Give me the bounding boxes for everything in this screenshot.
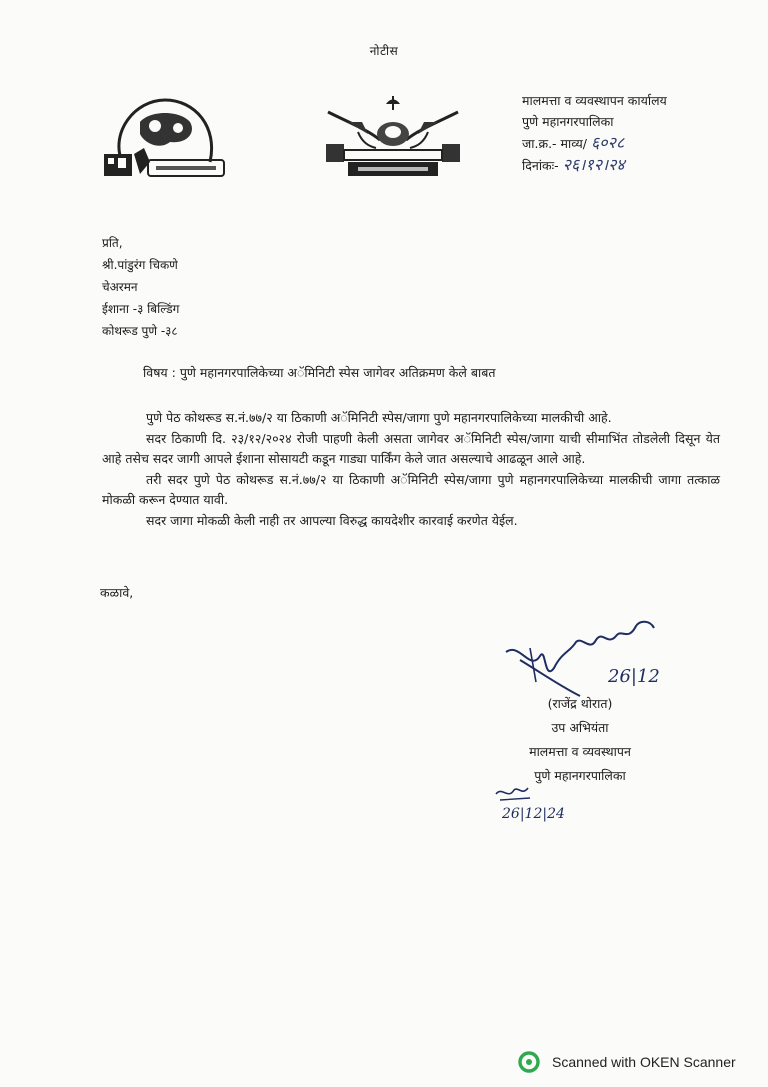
reference-label: जा.क्र.- माव्य/ [522,136,587,151]
date-value: २६।१२।२४ [562,155,625,174]
notice-title: नोटीस [369,44,399,58]
date-line [522,154,667,176]
scanner-text: Scanned with OKEN Scanner [552,1054,736,1070]
recipient-building: ईशाना -३ बिल्डिंग [102,302,180,316]
received-note [490,782,600,826]
paragraph-4: सदर जागा मोकळी केली नाही तर आपल्या विरुद्ध कायदेशीर कारवाई करणेत येईल. [146,513,518,528]
closing-line: कळावे, [100,585,134,600]
reference-line [522,132,667,154]
paragraph-2: सदर ठिकाणी दि. २३/१२/२०२४ रोजी पाहणी केली असता जागेवर अॅमिनिटी स्पेस/जागा याची सीमाभिंत तोडलेली दिसून येत आहे तसेच सदर जागी आपले ईशाना सोसायटी कडून गाड्या पार्किंग केले जात असल्याचे आढळून आले आहे. [102,431,720,466]
recipient-block [102,232,179,342]
received-date: 26|12|24 [502,806,565,822]
signatory-org: पुणे महानगरपालिका [534,768,626,783]
reference-number: ६०२८ [590,133,625,152]
recipient-prefix: प्रति, [102,236,123,250]
recipient-title: चेअरमन [102,280,138,294]
signature-scribble [500,612,680,702]
office-header [522,90,667,176]
office-name: मालमत्ता व व्यवस्थापन कार्यालय [522,93,667,108]
pmc-center-emblem [318,92,468,182]
subject-line: विषय : पुणे महानगरपालिकेच्या अॅमिनिटी स्पेस जागेवर अतिक्रमण केले बाबत [143,365,496,380]
paragraph-3: तरी सदर पुणे पेठ कोथरूड स.नं.७७/२ या ठिकाणी अॅमिनिटी स्पेस/जागा पुणे महानगरपालिकेच्या मालकीची जागा तत्काळ मोकळी करून देण्यात यावी. [102,472,720,507]
recipient-address: कोथरूड पुणे -३८ [102,324,178,338]
office-org: पुणे महानगरपालिका [522,114,614,129]
oken-logo-icon [518,1051,540,1073]
signatory-block [500,692,660,788]
signatory-department: मालमत्ता व व्यवस्थापन [529,744,631,759]
date-label: दिनांकः- [522,158,559,173]
pmc-left-logo [100,92,230,182]
signatory-designation: उप अभियंता [551,720,609,735]
signature-date: 26|12 [608,666,660,687]
signatory-name: (राजेंद्र थोरात) [547,696,613,711]
recipient-name: श्री.पांडुरंग चिकणे [102,258,178,272]
scanner-watermark [518,1051,736,1073]
paragraph-1: पुणे पेठ कोथरूड स.नं.७७/२ या ठिकाणी अॅमिनिटी स्पेस/जागा पुणे महानगरपालिकेच्या मालकीची आहे. [146,410,612,425]
letter-body [102,408,720,532]
